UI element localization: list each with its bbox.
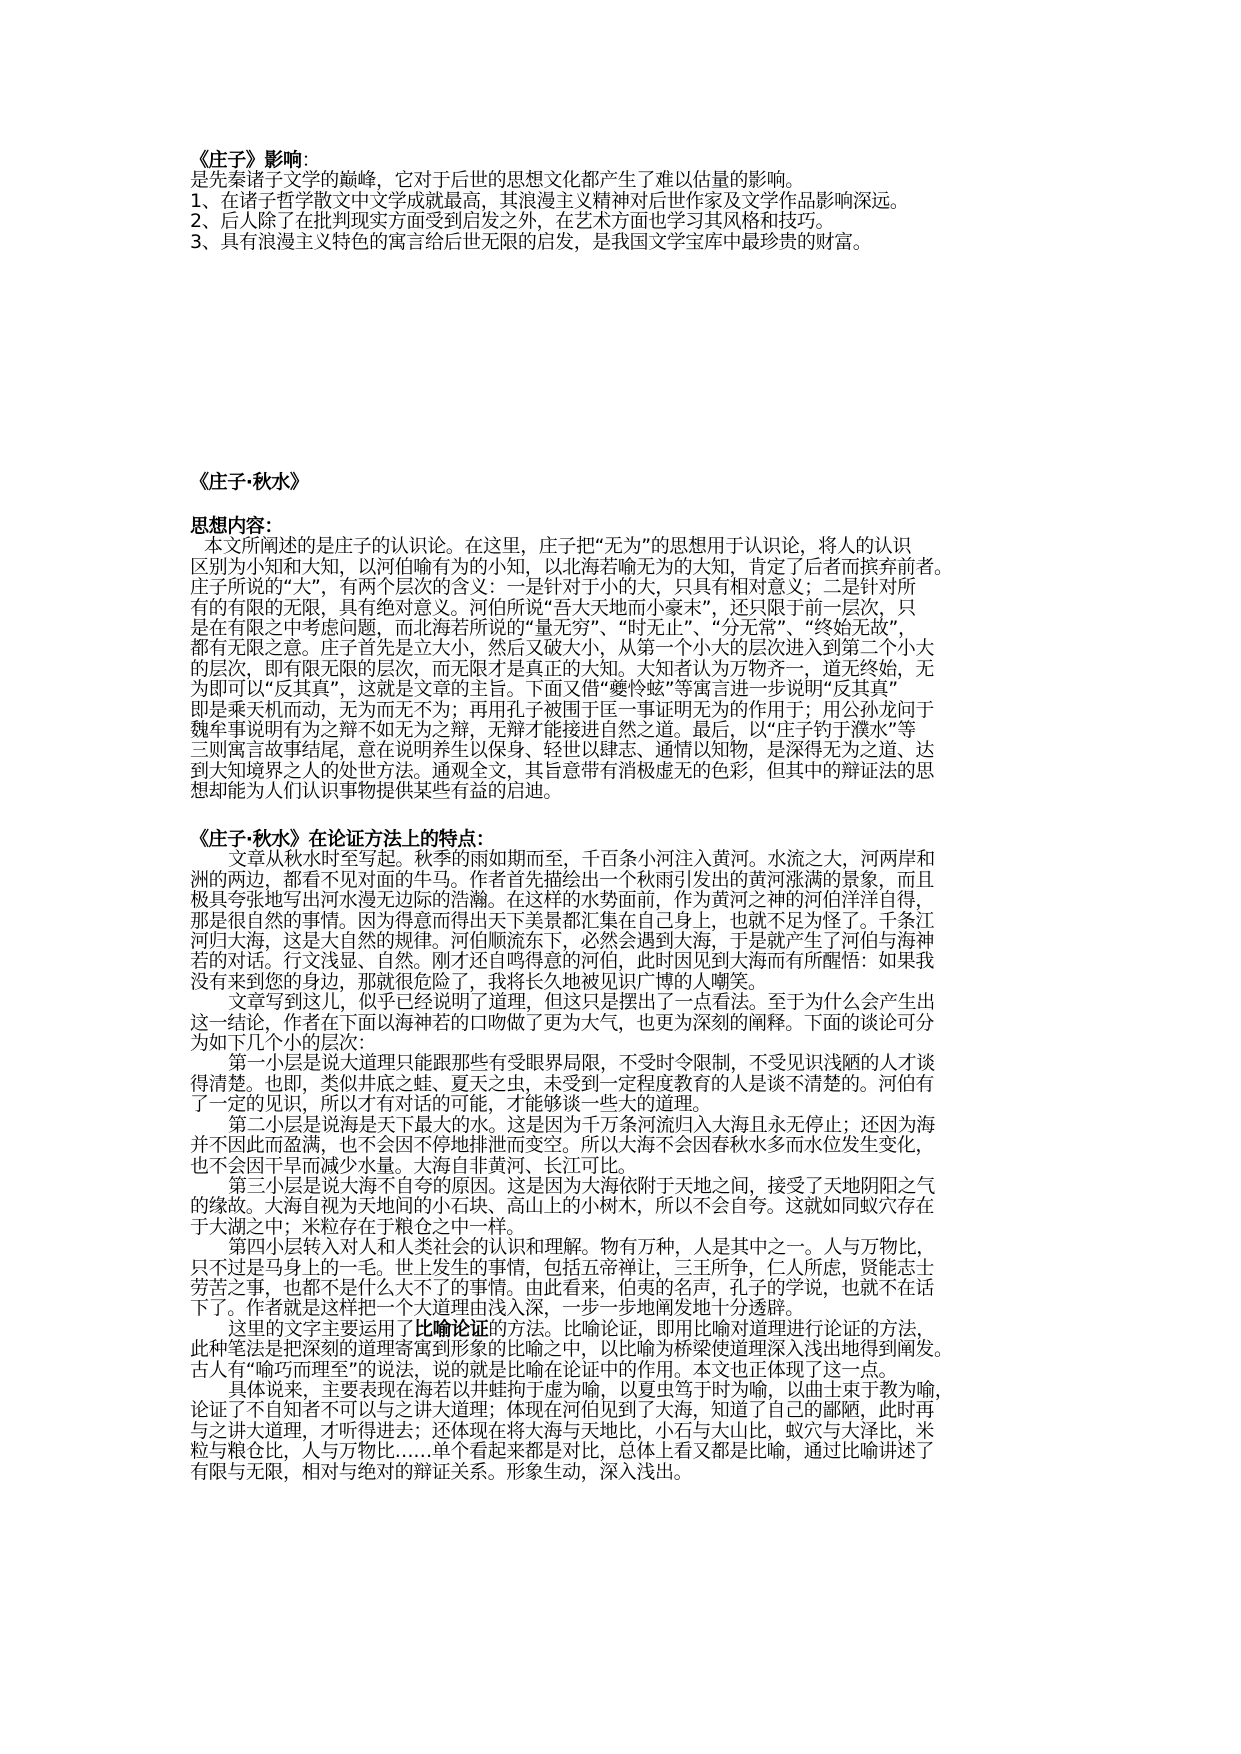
paragraph-line: 洲的两边，都看不见对面的牛马。作者首先描绘出一个秋雨引发出的黄河涨满的景象，而且 [190,868,935,891]
paragraph-line: 魏牟事说明有为之辩不如无为之辩，无辩才能接进自然之道。最后，以“庄子钓于濮水”等 [190,719,916,742]
paragraph-line: 劳苦之事，也都不是什么大不了的事情。由此看来，伯夷的名声，孔子的学说，也就不在话 [190,1276,935,1299]
paragraph-line: 了一定的见识，所以才有对话的可能，才能够谈一些大的道理。 [190,1093,711,1116]
paragraph-line: 到大知境界之人的处世方法。通观全文，其旨意带有消极虚无的色彩，但其中的辩证法的思 [190,759,935,782]
paragraph-line: 也不会因干旱而减少水量。大海自非黄河、长江可比。 [190,1154,637,1177]
influence-point: 3、具有浪漫主义特色的寓言给后世无限的启发，是我国文学宝库中最珍贵的财富。 [190,230,872,253]
method-section [190,829,953,1482]
paragraph-line: 第二小层是说海是天下最大的水。这是因为千万条河流归入大海且永无停止；还因为海 [228,1113,935,1136]
paragraph-line: 即是乘天机而动，无为而无不为；再用孔子被围于匡一事证明无为的作用于；用公孙龙问于 [190,698,935,721]
paragraph-line: 这里的文字主要运用了比喻论证的方法。比喻论证，即用比喻对道理进行论证的方法， [228,1317,935,1340]
paragraph-line: 那是很自然的事情。因为得意而得出天下美景都汇集在自己身上，也就不足为怪了。千条江 [190,909,935,932]
paragraph-line: 第一小层是说大道理只能跟那些有受眼界局限，不受时令限制，不受见识浅陋的人才谈 [228,1052,935,1075]
paragraph-line: 第四小层转入对人和人类社会的认识和理解。物有万种，人是其中之一。人与万物比， [228,1236,935,1259]
paragraph-line: 古人有“喻巧而理至”的说法，说的就是比喻在论证中的作用。本文也正体现了这一点。 [190,1358,898,1381]
paragraph-line: 没有来到您的身边，那就很危险了，我将长久地被见识广博的人嘲笑。 [190,970,767,993]
paragraph-line: 文章写到这儿，似乎已经说明了道理，但这只是摆出了一点看法。至于为什么会产生出 [228,991,935,1014]
paragraph-line: 此种笔法是把深刻的道理寄寓到形象的比喻之中，以比喻为桥梁使道理深入浅出地得到阐发。 [190,1338,953,1361]
bold-term: 比喻论证 [414,1317,489,1340]
paragraph-line: 河归大海，这是大自然的规律。河伯顺流东下，必然会遇到大海，于是就产生了河伯与海神 [190,930,935,953]
paragraph-line: 这一结论，作者在下面以海神若的口吻做了更为大气，也更为深刻的阐释。下面的谈论可分 [190,1011,935,1034]
influence-point: 2、后人除了在批判现实方面受到启发之外，在艺术方面也学习其风格和技巧。 [190,210,835,233]
influence-point: 1、在诸子哲学散文中文学成就最高，其浪漫主义精神对后世作家及文学作品影响深远。 [190,189,909,212]
paragraph-line: 本文所阐述的是庄子的认识论。在这里，庄子把“无为”的思想用于认识论，将人的认识 [204,535,912,558]
paragraph-line: 有的有限的无限，具有绝对意义。河伯所说“吾大天地而小豪末”，还只限于前一层次，只 [190,596,916,619]
paragraph-line: 并不因此而盈满，也不会因不停地排泄而变空。所以大海不会因春秋水多而水位发生变化， [190,1134,935,1157]
paragraph-line: 具体说来，主要表现在海若以井蛙拘于虚为喻，以夏虫笃于时为喻，以曲士束于教为喻， [228,1378,954,1401]
paragraph-line: 第三小层是说大海不自夸的原因。这是因为大海依附于天地之间，接受了天地阴阳之气 [228,1174,935,1197]
paragraph-line: 有限与无限，相对与绝对的辩证关系。形象生动，深入浅出。 [190,1460,693,1483]
paragraph-line: 是在有限之中考虑问题，而北海若所说的“量无穷”、“时无止”、“分无常”、“终始无故”， [190,617,917,640]
influence-title: 《庄子》影响： [190,149,321,171]
paragraph-line: 得清楚。也即，类似井底之蛙、夏天之虫，未受到一定程度教育的人是谈不清楚的。河伯有 [190,1072,935,1095]
paragraph-line: 区别为小知和大知，以河伯喻有为的小知，以北海若喻无为的大知，肯定了后者而摈弃前者。 [190,555,953,578]
paragraph-line: 只不过是马身上的一毛。世上发生的事情，包括五帝禅让，三王所争，仁人所虑，贤能志士 [190,1256,935,1279]
paragraph-line: 想却能为人们认识事物提供某些有益的启迪。 [190,780,563,803]
paragraph-line: 为如下几个小的层次： [190,1032,377,1055]
thought-section [190,516,953,802]
paragraph-line: 极具夸张地写出河水漫无边际的浩瀚。在这样的水势面前，作为黄河之神的河伯洋洋自得， [190,889,935,912]
paragraph-line: 为即可以“反其真”，这就是文章的主旨。下面又借“夔怜蚿”等寓言进一步说明“反其真” [190,678,898,701]
influence-section [190,150,909,252]
paragraph-line: 的缘故。大海自视为天地间的小石块、高山上的小树木，所以不会自夸。这就如同蚁穴存在 [190,1195,935,1218]
thought-heading: 思想内容： [190,515,284,537]
paragraph-line: 的层次，即有限无限的层次，而无限才是真正的大知。大知者认为万物齐一，道无终始，无 [190,657,935,680]
paragraph-line: 与之讲大道理，才听得进去；还体现在将大海与天地比，小石与大山比，蚁穴与大泽比，米 [190,1419,935,1442]
paragraph-line: 下了。作者就是这样把一个大道理由浅入深，一步一步地阐发地十分透辟。 [190,1297,804,1320]
paragraph-line: 粒与粮仓比，人与万物比……单个看起来都是对比，总体上看又都是比喻，通过比喻讲述了 [190,1440,935,1463]
paragraph-line: 论证了不自知者不可以与之讲大道理；体现在河伯见到了大海，知道了自己的鄙陋，此时再 [190,1399,935,1422]
paragraph-line: 三则寓言故事结尾，意在说明养生以保身、轻世以肆志、通情以知物，是深得无为之道、达 [190,739,935,762]
qiushui-title: 《庄子·秋水》 [190,471,309,493]
paragraph-line: 都有无限之意。庄子首先是立大小，然后又破大小，从第一个小大的层次进入到第二个小大 [190,637,935,660]
paragraph-line: 文章从秋水时至写起。秋季的雨如期而至，千百条小河注入黄河。水流之大，河两岸和 [228,848,935,871]
paragraph-line: 于大湖之中；米粒存在于粮仓之中一样。 [190,1215,525,1238]
influence-intro: 是先秦诸子文学的巅峰，它对于后世的思想文化都产生了难以估量的影响。 [190,169,804,192]
paragraph-line: 若的对话。行文浅显、自然。刚才还自鸣得意的河伯，此时因见到大海而有所醒悟：如果我 [190,950,935,973]
method-heading: 《庄子·秋水》在论证方法上的特点： [190,828,495,850]
paragraph-line: 庄子所说的“大”，有两个层次的含义：一是针对于小的大，只具有相对意义；二是针对所 [190,576,916,599]
